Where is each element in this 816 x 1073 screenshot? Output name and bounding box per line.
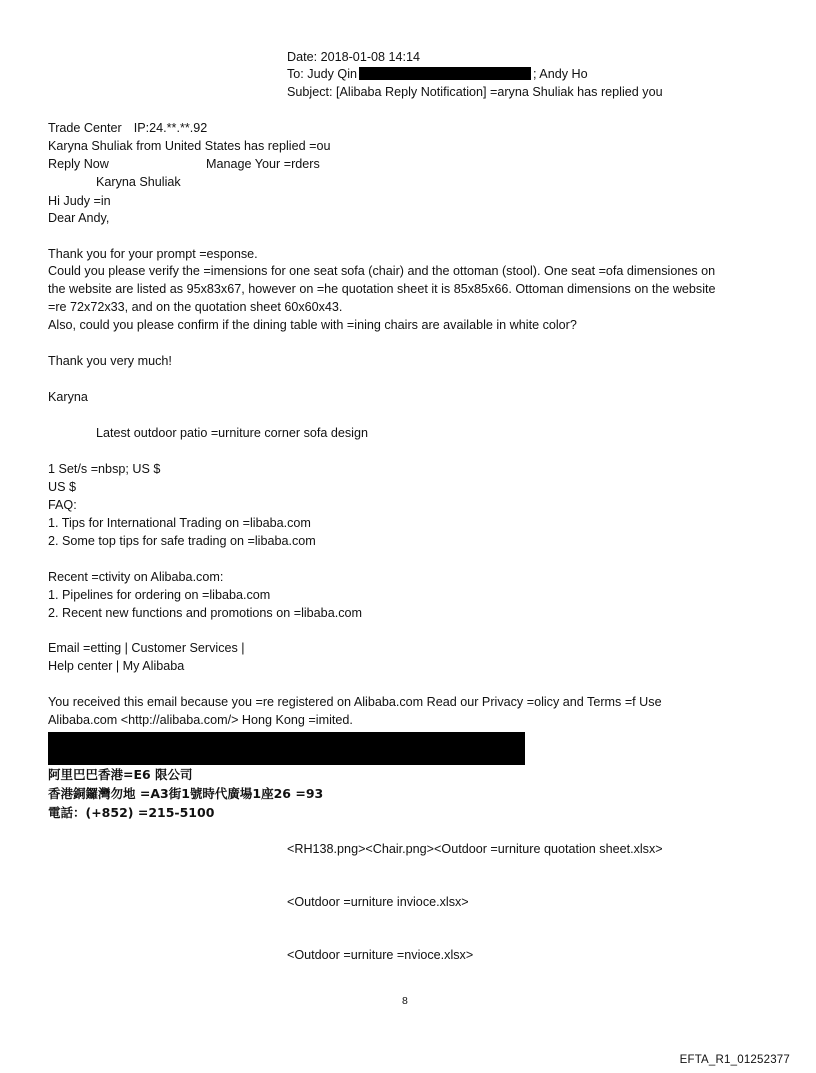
product-price: US $ xyxy=(48,480,76,494)
message-line: the website are listed as 95x83x67, however on =he quotation sheet it is 85x85x66. Ottoman dimensions on the website xyxy=(48,282,716,296)
message-signoff: Karyna xyxy=(48,390,88,404)
attachment-item[interactable]: <Outdoor =urniture =nvioce.xlsx> xyxy=(287,948,474,962)
message-thanks: Thank you very much! xyxy=(48,354,172,368)
sender-name: Karyna Shuliak xyxy=(96,175,181,189)
message-line: Could you please verify the =imensions for one seat sofa (chair) and the ottoman (stool). One seat =ofa dimensiones on xyxy=(48,264,716,278)
email-to-prefix: To: Judy Qin xyxy=(287,67,357,81)
product-quantity: 1 Set/s =nbsp; US $ xyxy=(48,462,161,476)
redaction-bar xyxy=(359,67,531,80)
activity-heading: Recent =ctivity on Alibaba.com: xyxy=(48,570,224,584)
faq-link[interactable]: 2. Some top tips for safe trading on =libaba.com xyxy=(48,534,316,548)
manage-orders-link[interactable]: Manage Your =rders xyxy=(206,157,320,171)
email-subject: Subject: [Alibaba Reply Notification] =aryna Shuliak has replied you xyxy=(287,85,663,99)
redaction-bar xyxy=(48,732,525,765)
page-number: 8 xyxy=(402,995,408,1007)
activity-link[interactable]: 2. Recent new functions and promotions on =libaba.com xyxy=(48,606,362,620)
ip-address: IP:24.**.**.92 xyxy=(133,121,208,135)
product-title-link[interactable]: Latest outdoor patio =urniture corner sofa design xyxy=(96,426,368,440)
message-line: Also, could you please confirm if the dining table with =ining chairs are available in white color? xyxy=(48,318,577,332)
trade-center-label[interactable]: Trade Center xyxy=(48,121,122,135)
legal-line-2: Alibaba.com <http://alibaba.com/> Hong Kong =imited. xyxy=(48,713,353,727)
phone-zh: 電話：(+852) =215-5100 xyxy=(48,805,215,820)
reply-now-link[interactable]: Reply Now xyxy=(48,157,109,171)
address-zh: 香港銅鑼灣勿地 =A3街1號時代廣場1座26 =93 xyxy=(48,786,324,801)
greeting-line-2: Dear Andy, xyxy=(48,211,110,225)
greeting-line-1: Hi Judy =in xyxy=(48,194,111,208)
activity-link[interactable]: 1. Pipelines for ordering on =libaba.com xyxy=(48,588,271,602)
email-to-suffix: ; Andy Ho xyxy=(533,67,588,81)
email-date: Date: 2018-01-08 14:14 xyxy=(287,50,421,64)
faq-heading: FAQ: xyxy=(48,498,77,512)
replied-notice: Karyna Shuliak from United States has replied =ou xyxy=(48,139,331,153)
legal-line-1: You received this email because you =re registered on Alibaba.com Read our Privacy =olicy and Terms =f Use xyxy=(48,695,662,709)
message-paragraph-1: Thank you for your prompt =esponse. xyxy=(48,247,258,261)
message-line: =re 72x72x33, and on the quotation sheet 60x60x43. xyxy=(48,300,343,314)
bates-number: EFTA_R1_01252377 xyxy=(679,1054,790,1066)
email-to-line xyxy=(287,66,588,83)
company-name-zh: 阿里巴巴香港=E6 限公司 xyxy=(48,767,193,782)
footer-links-line-2[interactable]: Help center | My Alibaba xyxy=(48,659,185,673)
attachment-list[interactable]: <RH138.png><Chair.png><Outdoor =urniture quotation sheet.xlsx> xyxy=(287,842,663,856)
trade-center-line xyxy=(48,120,207,137)
faq-link[interactable]: 1. Tips for International Trading on =libaba.com xyxy=(48,516,311,530)
attachment-item[interactable]: <Outdoor =urniture invioce.xlsx> xyxy=(287,895,469,909)
footer-links-line-1[interactable]: Email =etting | Customer Services | xyxy=(48,641,245,655)
